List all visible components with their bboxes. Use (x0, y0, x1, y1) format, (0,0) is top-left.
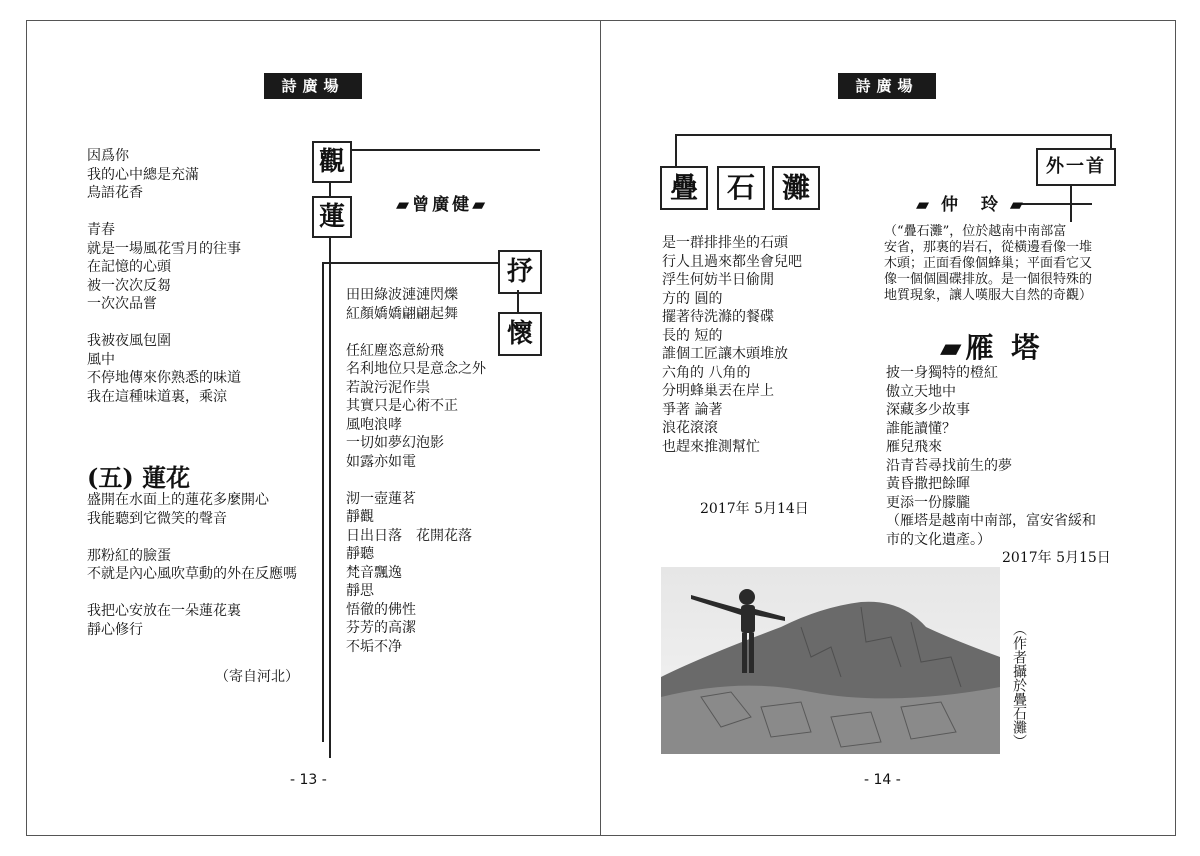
title-char-box: 灘 (772, 166, 820, 210)
poem-line: 爭著 論著 (662, 401, 723, 418)
poem-line: 深藏多少故事 (886, 402, 970, 418)
poem-line: 我的心中總是充滿 (87, 166, 199, 183)
poem-line: 是一群排排坐的石頭 (662, 235, 788, 251)
poem-line: 鳥語花香 (87, 185, 143, 201)
title-mark: ▰ (940, 331, 966, 364)
poem-line: 誰個工匠讓木頭堆放 (662, 346, 788, 362)
author-mark: ▰ (472, 195, 489, 215)
date-second: 2017年 5月15日 (1002, 550, 1111, 566)
poem2-title (940, 326, 1043, 366)
poem-line: 浮生何妨半日偷閒 (662, 272, 774, 288)
poem-line: 市的文化遺產。） (886, 531, 991, 548)
frame-line-cross (1020, 203, 1092, 205)
poem-line: 如露亦如電 (346, 453, 416, 470)
poem-line (87, 203, 241, 222)
poem-line: 青春 (87, 222, 115, 238)
poem-line: 也趕來推測幫忙 (662, 438, 760, 455)
poem-line: 因爲你 (87, 148, 129, 164)
poem-line: 任紅塵恣意紛飛 (346, 342, 444, 359)
origin-note: （寄自河北） (215, 669, 299, 685)
page-number-right: - 14 - (864, 772, 901, 788)
poem-line: 風中 (87, 351, 115, 368)
poem-stone-beach (662, 234, 802, 456)
poem-line: 梵音飄逸 (346, 564, 402, 581)
poem-line: 不停地傳來你熟悉的味道 (87, 370, 241, 386)
poem-lotus (346, 286, 486, 656)
poem-line: 就是一場風花雪月的往事 (87, 240, 241, 257)
poem-line: 紅顏嬌嬌翩翩起舞 (346, 305, 458, 322)
note-line: 安省，那裏的岩石，從橫邊看像一堆 (884, 240, 1093, 255)
poem-line: 盛開在水面上的蓮花多麼開心 (87, 492, 269, 508)
poem-line: 名利地位只是意念之外 (346, 361, 486, 377)
title-char-box: 蓮 (312, 196, 352, 238)
section-header-right: 詩廣場 (838, 73, 936, 99)
poem-line: 分明蜂巢丟在岸上 (662, 383, 774, 399)
poem-line: 悟徹的佛性 (346, 601, 416, 618)
poem-line: 若說污泥作祟 (346, 379, 430, 396)
note-line: 木頭；正面看像個蜂巢；平面看它又 (884, 256, 1093, 271)
author-mark: ▰ (1001, 195, 1026, 215)
frame-line-connector (517, 290, 519, 312)
frame-line-left-right (675, 134, 677, 168)
poem-intro (87, 147, 241, 406)
photo (661, 567, 1000, 754)
poem-line: 芬芳的高潔 (346, 620, 416, 636)
poem-line: 不就是內心風吹草動的外在反應嗎 (87, 566, 297, 582)
frame-line-middle (322, 262, 498, 264)
note-line: 像一個個圓碟排放。是一個很特殊的 (884, 272, 1093, 287)
poem-line: 被一次次反芻 (87, 277, 171, 294)
subtitle-char-box: 懷 (498, 312, 542, 356)
frame-line-top-right (675, 134, 1111, 136)
poem-line: 在記憶的心頭 (87, 259, 171, 275)
poem-line: 傲立天地中 (886, 383, 956, 400)
poem-line: 一切如夢幻泡影 (346, 435, 444, 451)
poem-line: （雁塔是越南中南部，富安省綏和 (886, 513, 1096, 529)
poem-line: 靜思 (346, 583, 374, 599)
title-char-box: 石 (717, 166, 765, 210)
poem-line: 沏一壺蓮茗 (346, 490, 416, 507)
frame-line-inner (322, 262, 324, 742)
extra-label-box: 外一首 (1036, 148, 1116, 186)
poem-line: 誰能讀懂？ (886, 420, 956, 437)
poem-wild-goose-tower (886, 364, 1096, 549)
poem-line: 風咆浪哮 (346, 416, 402, 433)
poem-line: 雁兒飛來 (886, 439, 942, 455)
poem-line: 長的 短的 (662, 327, 723, 344)
poem-line: 靜觀 (346, 509, 374, 525)
poem-line: 不垢不净 (346, 638, 402, 655)
poem-line: 更添一份朦朧 (886, 494, 970, 511)
poem-line: 我能聽到它微笑的聲音 (87, 510, 227, 527)
poem-line (87, 584, 297, 603)
poem-line: 我把心安放在一朵蓮花裏 (87, 603, 241, 619)
poem-line (87, 314, 241, 333)
poem-line: 行人且過來都坐會兒吧 (662, 253, 802, 270)
date-first: 2017年 5月14日 (700, 501, 809, 517)
author-name: 曾廣健 (412, 195, 473, 215)
author-left (396, 190, 488, 215)
title-char-box: 觀 (312, 141, 352, 183)
poem-line: 日出日落 花開花落 (346, 527, 472, 544)
note-line: （“疊石灘”，位於越南中南部富 (884, 224, 1067, 239)
author-mark: ▰ (396, 195, 413, 215)
frame-line-top (352, 149, 540, 151)
poem-line (87, 528, 297, 547)
poem-line: 黃昏撒把餘暉 (886, 476, 970, 492)
intro-note (884, 224, 1092, 304)
poem-line: 靜聽 (346, 546, 374, 562)
title-char-box: 疊 (660, 166, 708, 210)
poem-line: 田田綠波漣漣閃爍 (346, 287, 458, 303)
photo-illustration (661, 567, 1000, 754)
section-header-left: 詩廣場 (264, 73, 362, 99)
poem-line: 其實只是心術不正 (346, 398, 458, 414)
page-number-left: - 13 - (290, 772, 327, 788)
poem-line (346, 323, 486, 342)
author-name: 仲 玲 (941, 195, 1001, 215)
poem-line: 沿青苔尋找前生的夢 (886, 457, 1012, 474)
poem2-title-text: 雁 塔 (965, 331, 1044, 364)
subtitle-char-box: 抒 (498, 250, 542, 294)
poem-line: 擺著待洗滌的餐碟 (662, 309, 774, 325)
poem-line: 我被夜風包圍 (87, 333, 171, 349)
author-right (916, 190, 1026, 215)
poem-line (346, 471, 486, 490)
section-title-lotus: (五) 蓮花 (87, 463, 191, 492)
frame-line-drop (1070, 182, 1072, 222)
poem-line: 浪花滾滾 (662, 420, 718, 436)
poem-line: 一次次品嘗 (87, 296, 157, 312)
frame-line-right-right (1110, 134, 1112, 148)
author-mark: ▰ (916, 195, 941, 215)
poem-line: 那粉紅的臉蛋 (87, 547, 171, 564)
note-line: 地質現象，讓人嘆服大自然的奇觀） (884, 288, 1093, 303)
photo-caption: （作者攝於疊石灘） (1011, 622, 1027, 748)
poem-line: 方的 圓的 (662, 290, 723, 307)
frame-line-vertical (329, 178, 331, 758)
poem-line: 我在這種味道裏，乘涼 (87, 388, 227, 405)
section-lines (87, 491, 297, 639)
poem-line: 披一身獨特的橙紅 (886, 365, 998, 381)
poem-line: 六角的 八角的 (662, 364, 751, 381)
poem-line: 靜心修行 (87, 621, 143, 638)
